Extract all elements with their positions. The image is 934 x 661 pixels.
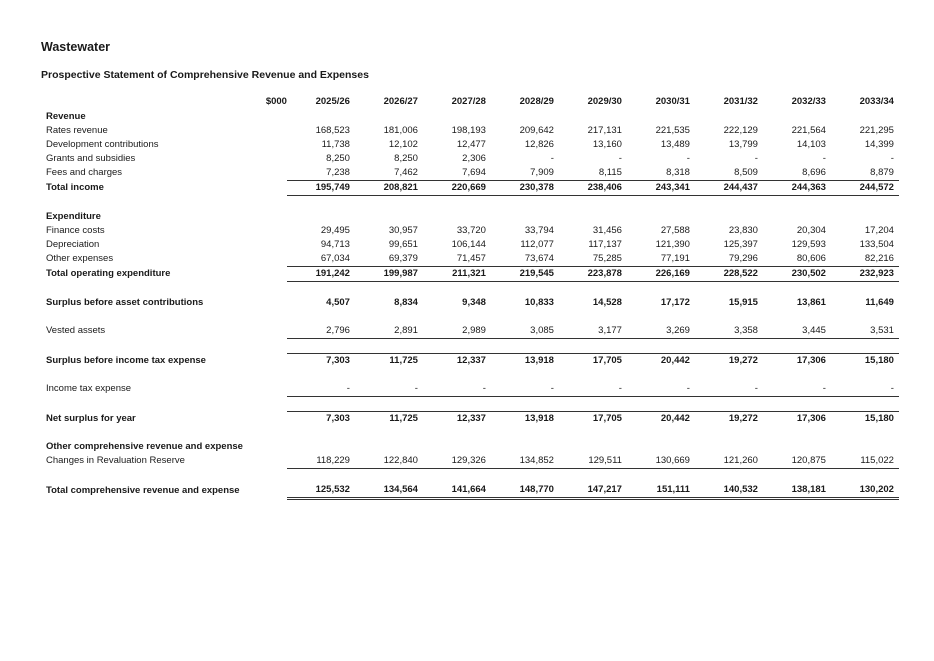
value-cell: 129,326 [423,454,491,469]
value-cell: 195,749 [287,181,355,196]
unit-cell [243,440,287,454]
value-cell [423,110,491,124]
value-cell: - [355,382,423,397]
line-item-row [44,267,899,282]
value-cell: 11,649 [865,297,894,308]
value-cell: 17,705 [559,412,627,427]
page-title: Wastewater [41,40,111,54]
spacer-row [44,397,899,412]
value-cell: 11,738 [321,139,350,150]
value-cell: 141,664 [423,483,491,499]
value-cell: 209,642 [519,125,554,136]
value-cell [423,440,491,454]
value-cell: 2,306 [462,153,486,164]
value-cell: 3,085 [491,324,559,339]
value-cell [559,110,627,124]
value-cell: 29,495 [320,225,350,236]
value-cell: 14,528 [592,297,622,308]
line-item-row [44,238,899,252]
spacer-cell [44,426,899,440]
value-cell: 129,593 [791,239,826,250]
line-item-label: Total operating expenditure [46,268,171,279]
value-cell: 243,341 [627,181,695,196]
value-cell: 3,177 [559,324,627,339]
value-cell: 7,694 [462,167,486,178]
spacer-row [44,368,899,382]
value-cell: 8,696 [802,167,826,178]
line-item-label: Changes in Revaluation Reserve [46,455,185,467]
value-cell: 67,034 [320,253,350,264]
unit-cell [243,152,287,166]
value-cell: 99,651 [388,239,418,250]
value-cell: 69,379 [388,253,418,264]
line-item-row [44,152,899,166]
line-item-label: Rates revenue [46,125,108,136]
statement-subtitle: Prospective Statement of Comprehensive Revenue and Expenses [41,69,369,81]
unit-cell [243,181,287,196]
line-item-row [44,181,899,196]
unit-cell [243,267,287,282]
value-cell: 17,172 [660,297,690,308]
section-label: Revenue [46,111,86,122]
value-cell [355,210,423,224]
value-cell: 73,674 [524,253,554,264]
value-cell: 13,918 [491,354,559,369]
unit-cell [243,412,287,427]
value-cell: 221,564 [791,125,826,136]
value-cell: 130,669 [627,454,695,469]
value-cell: 121,260 [695,454,763,469]
value-cell: 14,103 [796,139,826,150]
value-cell [491,440,559,454]
line-item-row [44,224,899,238]
year-header: 2031/32 [723,96,758,107]
value-cell [695,110,763,124]
value-cell: 8,115 [598,167,622,178]
value-cell: 125,397 [723,239,758,250]
line-item-label: Total comprehensive revenue and expense [46,484,240,496]
value-cell: 10,833 [524,297,554,308]
line-item-label: Other expenses [46,253,114,265]
year-header: 2029/30 [587,96,622,107]
value-cell: 2,891 [355,324,423,339]
value-cell: 30,957 [388,225,418,236]
value-cell: 11,725 [355,354,423,369]
value-cell [763,210,831,224]
value-cell: 79,296 [728,253,758,264]
value-cell: 117,137 [588,239,622,250]
value-cell [695,210,763,224]
value-cell: 112,077 [520,239,554,250]
spacer-row [44,310,899,324]
value-cell: 208,821 [355,181,423,196]
value-cell: 217,131 [587,125,622,136]
value-cell: 3,531 [831,324,899,339]
value-cell: 238,406 [559,181,627,196]
header-label-cell [44,94,243,110]
value-cell: 244,363 [763,181,831,196]
value-cell: 7,909 [530,167,554,178]
value-cell: 140,532 [695,483,763,499]
value-cell: 12,826 [524,139,554,150]
value-cell: 220,669 [423,181,491,196]
value-cell: - [618,153,622,164]
line-item-label: Surplus before income tax expense [46,354,206,366]
value-cell: 11,725 [355,412,423,427]
value-cell: 151,111 [627,483,695,499]
value-cell: 244,572 [831,181,899,196]
value-cell: 115,022 [831,454,899,469]
value-cell: - [287,382,355,397]
line-item-row [44,138,899,152]
spacer-cell [44,397,899,412]
value-cell [491,210,559,224]
line-item-label: Depreciation [46,239,100,250]
value-cell: 14,399 [864,139,894,150]
value-cell: 75,285 [592,253,622,264]
value-cell: - [695,382,763,397]
value-cell: 8,509 [734,167,758,178]
line-item-label: Finance costs [46,225,105,236]
value-cell: 13,489 [660,139,690,150]
value-cell: 121,390 [655,239,690,250]
value-cell: 122,840 [355,454,423,469]
line-item-label: Income tax expense [46,383,132,395]
value-cell [355,440,423,454]
spacer-cell [44,282,899,297]
unit-cell [243,296,287,310]
value-cell: 8,834 [394,297,418,308]
value-cell: 181,006 [383,125,418,136]
value-cell: 125,532 [287,483,355,499]
year-header: 2025/26 [315,96,350,107]
value-cell [287,110,355,124]
value-cell: 222,129 [723,125,758,136]
line-item-row [44,483,899,499]
value-cell: 2,796 [287,324,355,339]
value-cell: 228,522 [695,267,763,282]
value-cell: - [890,153,894,164]
spacer-cell [44,310,899,324]
line-item-row [44,382,899,397]
value-cell: 232,923 [831,267,899,282]
value-cell: - [423,382,491,397]
value-cell: 168,523 [315,125,350,136]
unit-cell [243,454,287,469]
value-cell [491,110,559,124]
value-cell: 7,462 [394,167,418,178]
value-cell: 27,588 [660,225,690,236]
unit-cell [243,124,287,138]
value-cell [831,110,899,124]
value-cell: 221,535 [655,125,690,136]
value-cell: 17,306 [763,354,831,369]
value-cell: 8,879 [870,167,894,178]
value-cell [627,110,695,124]
value-cell: - [491,382,559,397]
value-cell: 147,217 [559,483,627,499]
value-cell: 223,878 [559,267,627,282]
value-cell: 9,348 [462,297,486,308]
value-cell: - [831,382,899,397]
value-cell: 12,477 [456,139,486,150]
value-cell: 13,160 [592,139,622,150]
value-cell: - [559,382,627,397]
value-cell: 13,861 [796,297,826,308]
value-cell: 15,915 [728,297,758,308]
value-cell [831,440,899,454]
unit-cell [243,324,287,339]
statement-table [44,94,899,500]
value-cell: - [550,153,554,164]
section-label: Other comprehensive revenue and expense [46,441,243,452]
value-cell: 33,720 [456,225,486,236]
value-cell: 80,606 [796,253,826,264]
value-cell: 199,987 [355,267,423,282]
spacer-row [44,469,899,484]
value-cell: - [754,153,758,164]
year-header: 2032/33 [791,96,826,107]
value-cell: 244,437 [695,181,763,196]
value-cell: 134,852 [491,454,559,469]
unit-cell [243,252,287,267]
value-cell: 20,442 [627,354,695,369]
unit-cell [243,354,287,369]
value-cell: 134,564 [355,483,423,499]
value-cell [763,440,831,454]
value-cell: 8,250 [394,153,418,164]
line-item-label: Grants and subsidies [46,153,136,164]
unit-label: $000 [265,96,287,107]
value-cell: 118,229 [287,454,355,469]
year-header: 2027/28 [451,96,486,107]
value-cell: 17,306 [763,412,831,427]
value-cell: 13,799 [728,139,758,150]
unit-cell [243,210,287,224]
value-cell: 2,989 [423,324,491,339]
line-item-row [44,412,899,427]
value-cell: - [627,382,695,397]
value-cell: 13,918 [491,412,559,427]
spacer-row [44,282,899,297]
value-cell [287,210,355,224]
value-cell: 8,250 [326,153,350,164]
value-cell: 148,770 [491,483,559,499]
value-cell: 130,202 [831,483,899,499]
value-cell: 3,269 [627,324,695,339]
unit-cell [243,138,287,152]
year-header: 2026/27 [383,96,418,107]
unit-cell [243,224,287,238]
section-header-row [44,210,899,224]
value-cell: 3,358 [695,324,763,339]
value-cell: 106,144 [451,239,486,250]
value-cell: 77,191 [660,253,690,264]
line-item-label: Vested assets [46,325,106,337]
year-header: 2030/31 [655,96,690,107]
value-cell: 31,456 [592,225,622,236]
value-cell: - [763,382,831,397]
value-cell: 7,303 [287,412,355,427]
value-cell: 226,169 [627,267,695,282]
value-cell [763,110,831,124]
value-cell: 8,318 [666,167,690,178]
value-cell: 17,204 [864,225,894,236]
line-item-label: Development contributions [46,139,159,150]
line-item-row [44,124,899,138]
value-cell [423,210,491,224]
value-cell: 219,545 [491,267,559,282]
value-cell: 23,830 [728,225,758,236]
line-item-row [44,296,899,310]
spacer-row [44,426,899,440]
value-cell: 230,378 [491,181,559,196]
value-cell: 33,794 [524,225,554,236]
value-cell: 211,321 [423,267,491,282]
line-item-row [44,252,899,267]
section-header-row [44,440,899,454]
value-cell [627,440,695,454]
section-header-row [44,110,899,124]
value-cell [287,440,355,454]
unit-cell [243,382,287,397]
value-cell: 133,504 [859,239,894,250]
value-cell: 20,442 [627,412,695,427]
value-cell: 7,238 [326,167,350,178]
value-cell: 12,337 [423,354,491,369]
value-cell: - [686,153,690,164]
value-cell: 221,295 [859,125,894,136]
value-cell: 15,180 [831,412,899,427]
line-item-label: Net surplus for year [46,412,136,424]
statement-body [44,110,899,499]
value-cell: 82,216 [864,253,894,264]
value-cell: 15,180 [831,354,899,369]
spacer-row [44,339,899,354]
value-cell [831,210,899,224]
value-cell: 12,102 [388,139,418,150]
line-item-row [44,166,899,181]
line-item-label: Fees and charges [46,167,123,179]
value-cell: 7,303 [287,354,355,369]
value-cell: 19,272 [695,412,763,427]
spacer-cell [44,368,899,382]
value-cell: 71,457 [456,253,486,264]
spacer-cell [44,469,899,484]
unit-cell [243,483,287,499]
value-cell: 20,304 [796,225,826,236]
line-item-row [44,354,899,369]
unit-cell [243,166,287,181]
header-row [44,94,899,110]
unit-cell [243,238,287,252]
spacer-cell [44,196,899,211]
section-label: Expenditure [46,211,101,222]
value-cell [695,440,763,454]
year-header: 2028/29 [519,96,554,107]
spacer-cell [44,339,899,354]
value-cell: 4,507 [326,297,350,308]
value-cell: - [822,153,826,164]
value-cell: 230,502 [763,267,831,282]
line-item-row [44,324,899,339]
value-cell: 12,337 [423,412,491,427]
value-cell [355,110,423,124]
value-cell [627,210,695,224]
value-cell: 17,705 [559,354,627,369]
value-cell: 19,272 [695,354,763,369]
value-cell [559,210,627,224]
line-item-row [44,454,899,469]
value-cell: 198,193 [451,125,486,136]
value-cell: 3,445 [763,324,831,339]
line-item-label: Total income [46,182,104,193]
year-header: 2033/34 [859,96,894,107]
value-cell: 94,713 [320,239,350,250]
value-cell: 120,875 [763,454,831,469]
value-cell: 129,511 [559,454,627,469]
unit-cell [243,110,287,124]
line-item-label: Surplus before asset contributions [46,297,204,308]
value-cell: 138,181 [763,483,831,499]
value-cell [559,440,627,454]
spacer-row [44,196,899,211]
value-cell: 191,242 [287,267,355,282]
